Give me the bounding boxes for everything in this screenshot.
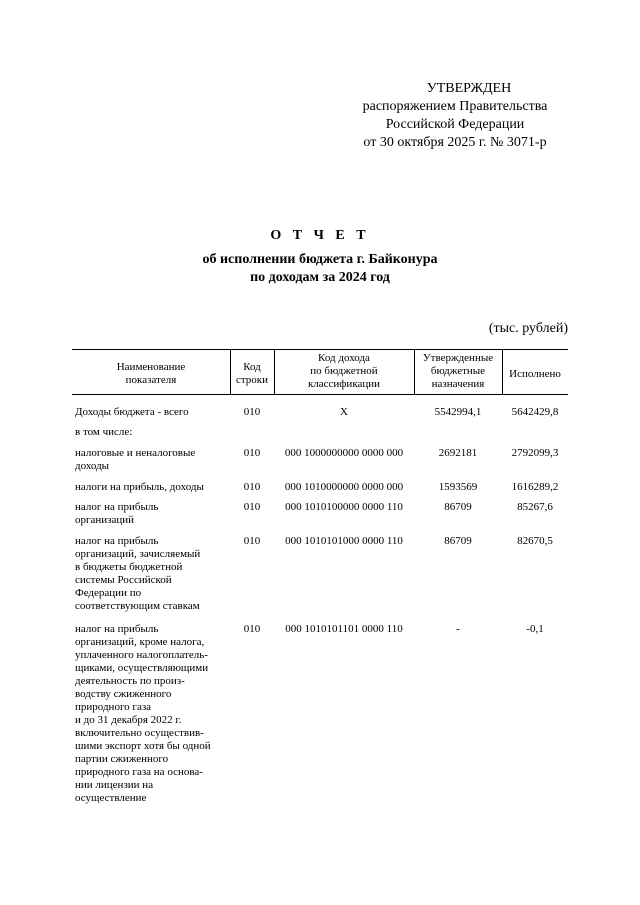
- row-classification: 000 1010000000 0000 000: [284, 481, 404, 493]
- approval-line: распоряжением Правительства: [362, 99, 548, 114]
- row-classification: Х: [340, 406, 348, 418]
- row-name: налоги на прибыль, доходы: [75, 481, 204, 493]
- approval-line: Российской Федерации: [385, 117, 525, 132]
- units-note: (тыс. рублей): [488, 321, 568, 336]
- header-executed: Исполнено: [509, 368, 561, 380]
- subtitle-line: по доходам за 2024 год: [250, 270, 390, 285]
- row-approved: 2692181: [438, 447, 478, 459]
- row-executed: 5642429,8: [511, 406, 559, 418]
- document-subtitle: [0, 251, 640, 287]
- header-name: Наименование показателя: [116, 361, 186, 386]
- row-name: Доходы бюджета - всего: [75, 406, 189, 418]
- row-executed: 85267,6: [517, 501, 553, 513]
- row-classification: 000 1000000000 0000 000: [284, 447, 404, 459]
- row-approved: -: [456, 623, 460, 635]
- row-classification: 000 1010101000 0000 110: [285, 535, 403, 547]
- row-executed: -0,1: [526, 623, 544, 635]
- row-approved: 86709: [444, 501, 472, 513]
- row-code: 010: [243, 535, 261, 547]
- income-report-table: [72, 349, 568, 804]
- column-divider: [414, 350, 415, 394]
- approval-line: от 30 октября 2025 г. № 3071-р: [363, 135, 547, 150]
- column-divider: [230, 350, 231, 394]
- row-name: налог на прибыль организаций, зачисляемый в бюджеты бюджетной системы Российской Федерации по соответствующим ставкам: [75, 535, 201, 612]
- column-divider: [502, 350, 503, 394]
- row-executed: 82670,5: [517, 535, 553, 547]
- row-name: налог на прибыль организаций, кроме налога, уплаченного налогоплатель- щиками, осуществляющими деятельность по произ- водству сжиженного природного газа и до 31 декабря 2022 г. включительно осуществив- шими экспорт хотя бы одной партии сжиженного природного газа на основа- нии лицензии на осуществление: [75, 623, 211, 804]
- row-name: налог на прибыль организаций: [75, 501, 159, 526]
- row-name: в том числе:: [75, 426, 133, 438]
- row-code: 010: [243, 501, 261, 513]
- row-code: 010: [243, 481, 261, 493]
- row-code: 010: [243, 406, 261, 418]
- row-classification: 000 1010100000 0000 110: [285, 501, 403, 513]
- header-approved: Утвержденные бюджетные назначения: [422, 352, 494, 390]
- row-approved: 1593569: [438, 481, 478, 493]
- header-code: Код строки: [235, 361, 269, 386]
- row-code: 010: [243, 623, 261, 635]
- row-executed: 1616289,2: [511, 481, 559, 493]
- row-code: 010: [243, 447, 261, 459]
- subtitle-line: об исполнении бюджета г. Байконура: [202, 252, 438, 267]
- row-classification: 000 1010101101 0000 110: [285, 623, 403, 635]
- approval-stamp: [330, 80, 580, 152]
- column-divider: [274, 350, 275, 394]
- document-title: О Т Ч Е Т: [270, 228, 370, 243]
- header-income-code: Код дохода по бюджетной классификации: [307, 352, 381, 390]
- row-name: налоговые и неналоговые доходы: [75, 447, 196, 472]
- row-approved: 86709: [444, 535, 472, 547]
- row-executed: 2792099,3: [511, 447, 559, 459]
- row-approved: 5542994,1: [434, 406, 482, 418]
- approval-line: УТВЕРЖДЕН: [426, 81, 512, 96]
- table-header: [72, 349, 568, 395]
